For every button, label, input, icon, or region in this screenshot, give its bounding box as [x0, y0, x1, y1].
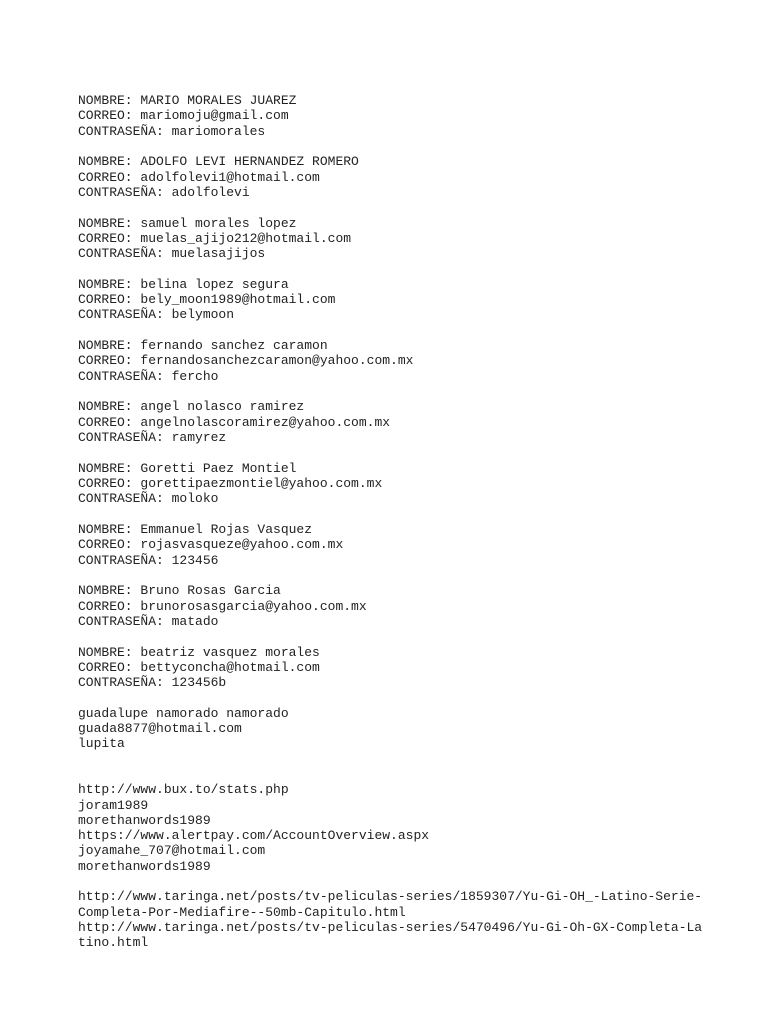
name-line: NOMBRE: Emmanuel Rojas Vasquez — [78, 521, 313, 537]
name-line: NOMBRE: MARIO MORALES JUAREZ — [78, 93, 297, 108]
account-entry-samuel — [78, 216, 718, 262]
email-line: CORREO: bely_moon1989@hotmail.com — [78, 292, 336, 308]
email-line: CORREO: fernandosanchezcaramon@yahoo.com.mx — [78, 353, 414, 369]
name-line: NOMBRE: ADOLFO LEVI HERNANDEZ ROMERO — [78, 154, 359, 170]
url-line: https://www.alertpay.com/AccountOverview.aspx — [78, 828, 430, 844]
name-line: NOMBRE: fernando sanchez caramon — [78, 338, 328, 354]
password-line: CONTRASEÑA: ramyrez — [78, 430, 227, 445]
account-entry-bruno — [78, 583, 718, 629]
account-entry-beatriz — [78, 645, 718, 691]
password-line: CONTRASEÑA: belymoon — [78, 307, 235, 323]
url-line: http://www.bux.to/stats.php — [78, 782, 289, 798]
email-line: joyamahe_707@hotmail.com — [78, 843, 266, 859]
name-line: NOMBRE: belina lopez segura — [78, 276, 289, 292]
password-line: CONTRASEÑA: matado — [78, 613, 219, 629]
name-line: NOMBRE: beatriz vasquez morales — [78, 644, 320, 660]
name-line: guadalupe namorado namorado — [78, 705, 289, 721]
email-line: CORREO: mariomoju@gmail.com — [78, 108, 289, 124]
email-line: CORREO: rojasvasqueze@yahoo.com.mx — [78, 537, 344, 553]
email-line: CORREO: brunorosasgarcia@yahoo.com.mx — [78, 598, 367, 614]
account-entry-adolfo — [78, 154, 718, 200]
account-entry-mario — [78, 93, 718, 139]
username-line: joram1989 — [78, 797, 149, 813]
email-line: CORREO: muelas_ajijo212@hotmail.com — [78, 230, 352, 246]
account-entry-belina — [78, 277, 718, 323]
url-line: http://www.taringa.net/posts/tv-peliculas-series/1859307/Yu-Gi-OH_-Latino-Serie- — [78, 889, 703, 905]
links-block — [78, 889, 718, 950]
name-line: NOMBRE: Bruno Rosas Garcia — [78, 583, 281, 599]
password-line: CONTRASEÑA: moloko — [78, 491, 219, 507]
email-line: guada8877@hotmail.com — [78, 721, 242, 737]
site-credentials-block — [78, 782, 718, 874]
password-line: morethanwords1989 — [78, 812, 211, 828]
password-line: CONTRASEÑA: 123456b — [78, 675, 227, 691]
email-line: CORREO: bettyconcha@hotmail.com — [78, 659, 320, 675]
account-entry-goretti — [78, 461, 718, 507]
password-line: CONTRASEÑA: adolfolevi — [78, 184, 250, 200]
account-entry-fernando — [78, 338, 718, 384]
document-page — [78, 93, 718, 966]
password-line: lupita — [78, 736, 125, 752]
email-line: CORREO: gorettipaezmontiel@yahoo.com.mx — [78, 475, 383, 491]
name-line: NOMBRE: angel nolasco ramirez — [78, 399, 305, 415]
password-line: CONTRASEÑA: mariomorales — [78, 123, 266, 139]
url-line: http://www.taringa.net/posts/tv-peliculas-series/5470496/Yu-Gi-Oh-GX-Completa-La — [78, 920, 703, 936]
password-line: CONTRASEÑA: fercho — [78, 368, 219, 384]
password-line: CONTRASEÑA: 123456 — [78, 552, 219, 568]
url-line-continuation: Completa-Por-Mediafire--50mb-Capitulo.html — [78, 904, 406, 920]
name-line: NOMBRE: samuel morales lopez — [78, 215, 297, 231]
password-line: CONTRASEÑA: muelasajijos — [78, 246, 266, 262]
account-entry-emmanuel — [78, 522, 718, 568]
name-line: NOMBRE: Goretti Paez Montiel — [78, 460, 297, 476]
account-entry-guadalupe — [78, 706, 718, 752]
email-line: CORREO: adolfolevi1@hotmail.com — [78, 169, 320, 185]
url-line-continuation: tino.html — [78, 935, 149, 951]
email-line: CORREO: angelnolascoramirez@yahoo.com.mx — [78, 414, 391, 430]
account-entry-angel — [78, 399, 718, 445]
password-line: morethanwords1989 — [78, 858, 211, 874]
